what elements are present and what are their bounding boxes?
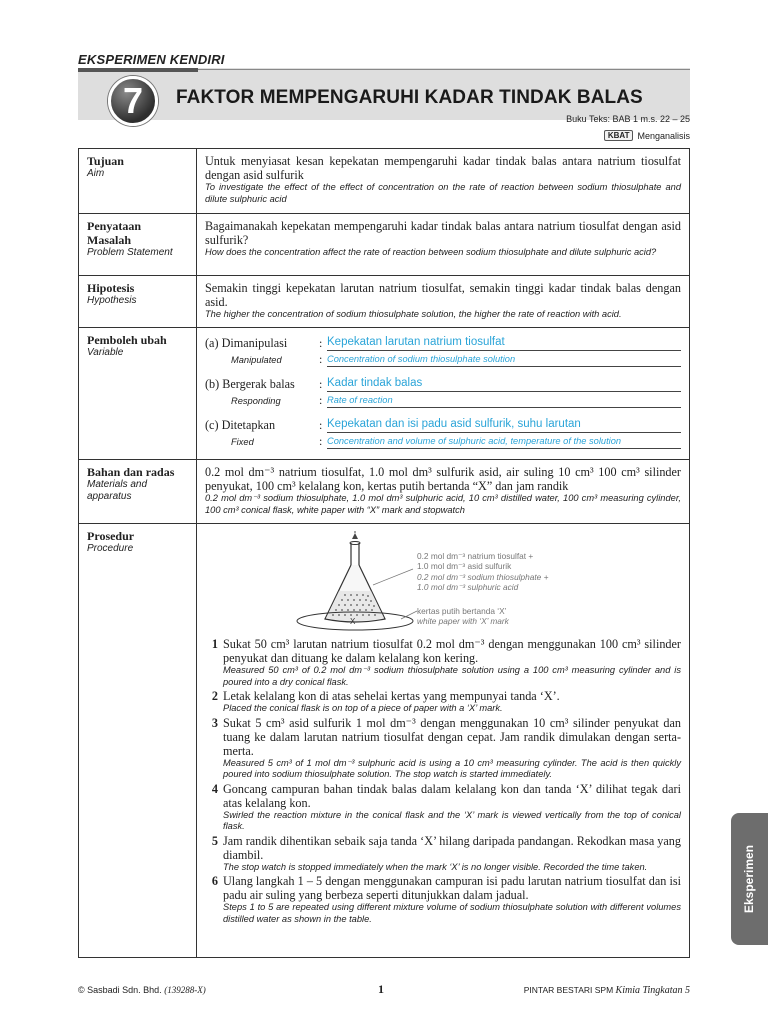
step-body — [223, 782, 681, 833]
colon: : — [319, 434, 323, 448]
side-tab-label: Eksperimen — [742, 844, 757, 914]
step-number: 4 — [211, 781, 218, 796]
label-en: Variable — [87, 347, 124, 358]
row-content — [197, 460, 689, 523]
step-text-en: Steps 1 to 5 are repeated using different mixture volume of sodium thiosulphate solution with different volumes distilled water as shown in the table. — [223, 902, 681, 924]
dropper-icon — [352, 533, 358, 539]
step-body — [223, 834, 681, 874]
step-text-ms: Sukat 50 cm³ larutan natrium tiosulfat 0.2 mol dm⁻³ dengan menggunakan 100 cm³ silinder penyukat dan dituang ke dalam kelalang kon kering. — [223, 637, 681, 665]
label-en: Aim — [87, 168, 105, 179]
kbat-badge: KBAT — [604, 130, 634, 141]
step-text-en: Measured 50 cm³ of 0.2 mol dm⁻³ sodium thiosulphate solution using a 100 cm³ measuring cylinder and is poured into a dry conical flask. — [223, 665, 681, 687]
diagram-label: 0.2 mol dm⁻³ natrium tiosulfat + — [417, 551, 534, 561]
experiment-table — [78, 148, 690, 958]
procedure-steps — [205, 637, 681, 925]
procedure-step — [205, 689, 681, 715]
row-label — [79, 460, 197, 523]
title-band-rule — [198, 69, 690, 70]
row-variables — [79, 327, 689, 459]
variable-fixed-en — [205, 434, 681, 449]
label-en: Problem Statement — [87, 247, 173, 258]
step-text-ms: Jam randik dihentikan sebaik saja tanda ‘X’ hilang daripada pandangan. Rekodkan masa yang diambil. — [223, 833, 681, 862]
section-label: EKSPERIMEN KENDIRI — [78, 52, 225, 67]
aim-text-ms: Untuk menyiasat kesan kepekatan mempengaruhi kadar tindak balas antara natrium tiosulfat dengan asid sulfurik — [205, 154, 681, 182]
page-title: FAKTOR MEMPENGARUHI KADAR TINDAK BALAS — [176, 87, 643, 108]
variable-label-ms: (b) Bergerak balas — [205, 377, 295, 391]
label-en: Procedure — [87, 543, 134, 554]
label-ms: Tujuan — [87, 154, 124, 168]
label-ms: Hipotesis — [87, 281, 135, 295]
row-content — [197, 214, 689, 275]
label-ms: Penyataan — [87, 219, 141, 233]
label-en: Hypothesis — [87, 295, 137, 306]
step-body — [223, 637, 681, 688]
label-en: apparatus — [87, 491, 132, 502]
colon: : — [319, 336, 323, 350]
step-text-en: The stop watch is stopped immediately when the mark ‘X’ is no longer visible. Recorded the time taken. — [223, 861, 648, 872]
step-text-en: Swirled the reaction mixture in the conical flask and the ‘X’ mark is viewed vertically from the top of conical flask. — [223, 809, 681, 831]
kbat-label: Menganalisis — [637, 130, 690, 141]
aim-text-en: To investigate the effect of the effect of concentration on the rate of reaction between sodium thiosulphate and dilute sulphuric acid — [205, 182, 681, 204]
experiment-number-badge — [108, 76, 158, 126]
footer-registration: (139288-X) — [164, 985, 206, 995]
label-ms: Bahan dan radas — [87, 465, 175, 479]
procedure-step — [205, 637, 681, 688]
row-materials — [79, 459, 689, 523]
row-problem-statement — [79, 213, 689, 275]
procedure-step — [205, 874, 681, 925]
hypothesis-text-en: The higher the concentration of sodium thiosulphate solution, the higher the rate of reaction with acid. — [205, 309, 622, 319]
step-number: 1 — [211, 637, 218, 651]
row-hypothesis — [79, 275, 689, 327]
footer-series — [524, 985, 690, 996]
row-content — [197, 149, 689, 213]
variable-answer-en[interactable]: Rate of reaction — [327, 393, 681, 408]
step-text-ms: Ulang langkah 1 – 5 dengan menggunakan campuran isi padu larutan natrium tiosulfat dan isi padu air suling yang berbeza seperti ditunjukkan dalam jadual. — [223, 874, 681, 902]
step-number: 3 — [211, 715, 218, 730]
variable-label-en: Fixed — [231, 437, 254, 447]
footer-series-name: PINTAR BESTARI SPM — [523, 985, 614, 995]
row-label — [79, 276, 197, 327]
step-text-ms: Sukat 5 cm³ asid sulfurik 1 mol dm⁻³ dengan menggunakan 10 cm³ silinder penyukat dan tuang ke dalam larutan natrium tiosulfat dengan cepat. Jam randik dimulakan dengan serta-merta. — [223, 715, 681, 758]
step-body — [223, 874, 681, 925]
variable-label-ms: (a) Dimanipulasi — [205, 336, 288, 350]
step-text-en: Measured 5 cm³ of 1 mol dm⁻³ sulphuric acid is using a 10 cm³ measuring cylinder. The acid is then quickly poured into sodium thiosulphate solution. The stop watch is started immediately. — [223, 757, 681, 779]
conical-flask-illustration — [205, 529, 675, 633]
step-number: 5 — [211, 833, 218, 848]
step-number: 2 — [211, 689, 218, 703]
materials-text-ms: 0.2 mol dm⁻³ natrium tiosulfat, 1.0 mol dm³ sulfurik asid, air suling 10 cm³ 100 cm³ silinder penyukat, 100 cm³ kelalang kon, kertas putih bertanda “X” dan jam randik — [205, 465, 681, 493]
variable-answer-ms[interactable]: Kepekatan dan isi padu asid sulfurik, suhu larutan — [327, 416, 681, 433]
colon: : — [319, 377, 323, 391]
label-ms: Pemboleh ubah — [87, 333, 167, 347]
step-text-ms: Letak kelalang kon di atas sehelai kertas yang mempunyai tanda ‘X’. — [223, 689, 560, 703]
variable-label-en: Manipulated — [231, 355, 282, 365]
hypothesis-text-ms: Semakin tinggi kepekatan larutan natrium tiosulfat, semakin tinggi kadar tindak balas dengan asid. — [205, 281, 681, 309]
step-text-en: Placed the conical flask is on top of a piece of paper with a ‘X’ mark. — [223, 703, 503, 713]
step-text-ms: Goncang campuran bahan tindak balas dalam kelalang kon dan tanda ‘X’ dilihat tegak dari atas kelalang kon. — [223, 781, 681, 810]
diagram-label: 0.2 mol dm⁻³ sodium thiosulphate + — [417, 572, 549, 582]
apparatus-diagram — [205, 529, 681, 633]
label-ms: Prosedur — [87, 529, 135, 543]
x-mark: X — [350, 617, 356, 626]
variable-responding-en — [205, 393, 681, 408]
textbook-reference: Buku Teks: BAB 1 m.s. 22 – 25 — [566, 114, 690, 124]
procedure-step — [205, 716, 681, 781]
row-label — [79, 214, 197, 275]
diagram-label: 1.0 mol dm⁻³ sulphuric acid — [417, 582, 519, 592]
row-label — [79, 524, 197, 957]
variable-label-en: Responding — [231, 396, 281, 406]
procedure-step — [205, 782, 681, 833]
variable-answer-en[interactable]: Concentration and volume of sulphuric acid, temperature of the solution — [327, 434, 681, 449]
variable-answer-ms[interactable]: Kadar tindak balas — [327, 375, 681, 392]
variable-label-ms: (c) Ditetapkan — [205, 418, 276, 432]
row-label — [79, 149, 197, 213]
step-body — [223, 689, 681, 715]
colon: : — [319, 393, 323, 407]
experiment-number: 7 — [122, 80, 144, 121]
variable-manipulated — [205, 334, 681, 351]
row-content — [197, 276, 689, 327]
problem-text-ms: Bagaimanakah kepekatan mempengaruhi kadar tindak balas antara natrium tiosulfat dengan asid sulfurik? — [205, 219, 681, 247]
page-number: 1 — [378, 982, 384, 996]
procedure-step — [205, 834, 681, 874]
row-procedure — [79, 523, 689, 957]
row-content — [197, 524, 689, 957]
variable-fixed — [205, 416, 681, 433]
label-en: Materials and — [87, 479, 148, 490]
title-band-accent — [78, 68, 198, 72]
footer-copyright — [78, 985, 206, 995]
row-aim — [79, 149, 689, 213]
diagram-label: white paper with ‘X’ mark — [417, 616, 509, 626]
variable-answer-ms[interactable]: Kepekatan larutan natrium tiosulfat — [327, 334, 681, 351]
kbat-tag — [604, 130, 690, 141]
variable-answer-en[interactable]: Concentration of sodium thiosulphate solution — [327, 352, 681, 367]
row-content — [197, 328, 689, 459]
materials-text-en: 0.2 mol dm⁻³ sodium thiosulphate, 1.0 mol dm³ sulphuric acid, 10 cm³ distilled water, 100 cm³ measuring cylinder, 100 cm³ conical flask, white paper with “X” mark and stopwatch — [205, 493, 681, 515]
section-side-tab[interactable] — [731, 813, 768, 945]
problem-text-en: How does the concentration affect the rate of reaction between sodium thiosulphate and dilute sulphuric acid? — [205, 247, 657, 257]
footer-book-title: Kimia Tingkatan 5 — [615, 985, 690, 996]
variable-responding — [205, 375, 681, 392]
row-label — [79, 328, 197, 459]
footer-publisher: © Sasbadi Sdn. Bhd. — [78, 985, 162, 995]
step-number: 6 — [211, 874, 218, 888]
colon: : — [319, 352, 323, 366]
diagram-label: kertas putih bertanda ‘X’ — [417, 606, 507, 616]
diagram-label: 1.0 mol dm⁻³ asid sulfurik — [417, 561, 512, 571]
step-body — [223, 716, 681, 781]
variable-manipulated-en — [205, 352, 681, 367]
label-ms: Masalah — [87, 233, 132, 247]
colon: : — [319, 418, 323, 432]
